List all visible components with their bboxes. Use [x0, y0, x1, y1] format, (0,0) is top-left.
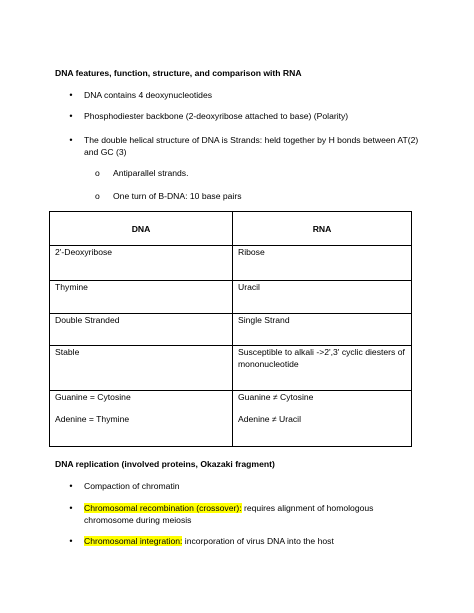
highlighted-term: Chromosomal recombination (crossover):: [84, 503, 242, 513]
bullet-icon: •: [69, 503, 73, 513]
cell-text: Adenine ≠ Uracil: [238, 414, 301, 424]
bullet-icon: •: [69, 111, 73, 121]
bullet-rest-text: incorporation of virus DNA into the host: [182, 536, 334, 546]
table-row: [50, 246, 412, 281]
table-cell: [50, 246, 233, 281]
cell-text: Stable: [55, 347, 80, 357]
table-row: [50, 346, 412, 391]
cell-text: Guanine = Cytosine: [55, 392, 131, 402]
bullet-item: The double helical structure of DNA is Strands: held together by H bonds between AT(2) and GC (3): [84, 135, 419, 157]
cell-text: Thymine: [55, 282, 88, 292]
bullet-item: [84, 502, 424, 526]
table-header-row: [50, 212, 412, 246]
bullet-item: DNA contains 4 deoxynucleotides: [84, 90, 213, 100]
sub-bullet-item: One turn of B-DNA: 10 base pairs: [113, 191, 242, 201]
cell-text: 2'-Deoxyribose: [55, 247, 113, 257]
table-cell: [233, 314, 412, 346]
bullet-item: [84, 535, 424, 547]
bullet-icon: •: [69, 536, 73, 546]
cell-text: Ribose: [238, 247, 265, 257]
bullet-item: Compaction of chromatin: [84, 481, 180, 491]
table-cell: [233, 346, 412, 391]
table-header-cell: DNA: [50, 212, 233, 246]
bullet-rest-text: requires alignment of homologous chromosome during meiosis: [84, 503, 374, 525]
cell-text: Susceptible to alkali ->2',3' cyclic diesters of mononucleotide: [238, 347, 405, 369]
table-cell: [50, 391, 233, 447]
sub-bullet-marker: o: [95, 168, 100, 178]
table-row: [50, 314, 412, 346]
table-cell: [233, 391, 412, 447]
cell-text: Uracil: [238, 282, 260, 292]
table-row: [50, 281, 412, 314]
table-cell: [50, 281, 233, 314]
bullet-item: Phosphodiester backbone (2-deoxyribose attached to base) (Polarity): [84, 111, 349, 121]
table-cell: [233, 281, 412, 314]
section1-heading: DNA features, function, structure, and comparison with RNA: [55, 68, 302, 78]
dna-rna-comparison-table: [49, 211, 412, 447]
bullet-icon: •: [69, 481, 73, 491]
cell-text: Guanine ≠ Cytosine: [238, 392, 314, 402]
table-row: [50, 391, 412, 447]
bullet-icon: •: [69, 90, 73, 100]
cell-text: Adenine = Thymine: [55, 414, 130, 424]
bullet-icon: •: [69, 135, 73, 145]
table-cell: [233, 246, 412, 281]
cell-text: Single Strand: [238, 315, 290, 325]
table-cell: [50, 346, 233, 391]
table-header-cell: RNA: [233, 212, 412, 246]
sub-bullet-marker: o: [95, 191, 100, 201]
table-cell: [50, 314, 233, 346]
cell-text: Double Stranded: [55, 315, 120, 325]
highlighted-term: Chromosomal integration:: [84, 536, 183, 546]
section2-heading: DNA replication (involved proteins, Okazaki fragment): [55, 459, 275, 469]
sub-bullet-item: Antiparallel strands.: [113, 168, 189, 178]
